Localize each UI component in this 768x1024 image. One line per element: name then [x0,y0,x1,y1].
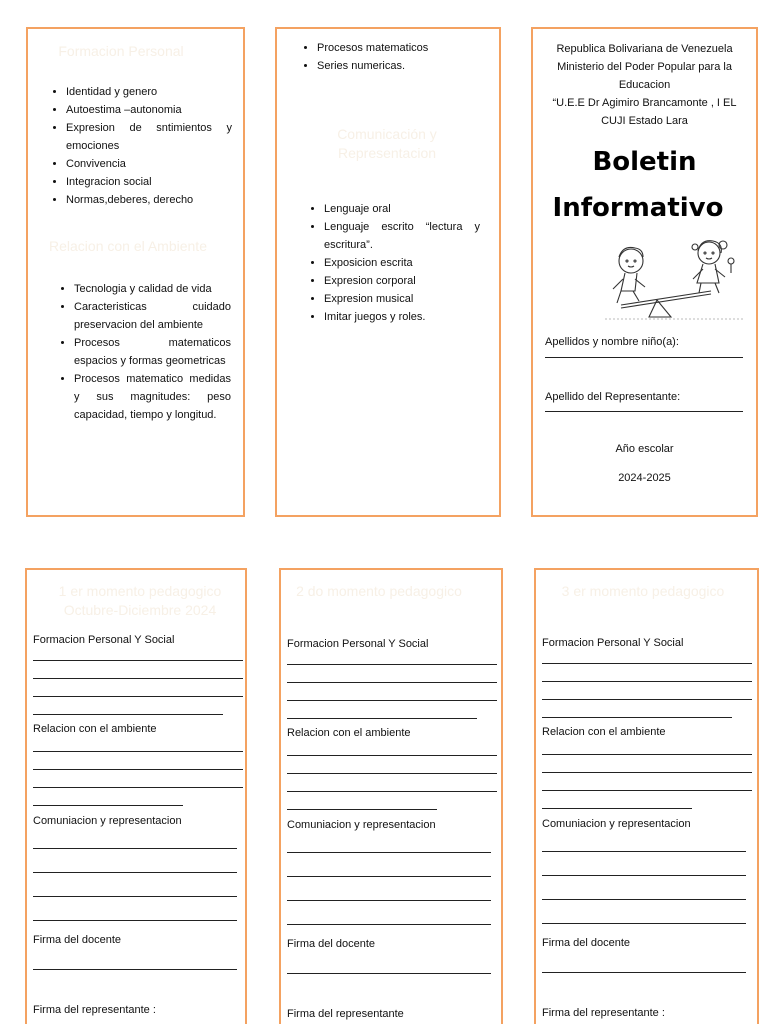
answer-line[interactable] [287,755,497,756]
heading-formacion-personal: Formacion Personal [58,43,184,59]
heading-relacion-ambiente: Relacion con el Ambiente [49,238,207,254]
teacher-signature-label: Firma del docente [33,934,122,946]
section-label-formacion: Formacion Personal Y Social [287,638,429,650]
teacher-signature-label: Firma del docente [287,938,376,950]
representative-signature-label: Firma del representante : [542,1007,665,1019]
answer-line[interactable] [33,848,237,849]
student-name-line[interactable] [545,357,743,358]
list-comunicacion [304,200,480,326]
list-item: • Lenguaje oral [324,200,480,218]
teacher-signature-line[interactable] [33,969,237,970]
answer-line[interactable] [287,718,477,719]
answer-line[interactable] [33,678,243,679]
list-item: • Convivencia [66,155,232,173]
teacher-signature-line[interactable] [542,972,746,973]
teacher-signature-line[interactable] [287,973,491,974]
section-label-comunicacion: Comuniacion y representacion [542,818,691,830]
moment-3-title: 3 er momento pedagogico [561,583,725,599]
teacher-signature-label: Firma del docente [542,937,631,949]
answer-line[interactable] [287,809,437,810]
answer-line[interactable] [33,896,237,897]
answer-line[interactable] [33,805,183,806]
answer-line[interactable] [542,851,746,852]
panel-cover [531,27,758,517]
school-year-label: Año escolar [615,443,674,455]
answer-line[interactable] [33,872,237,873]
school-year-value: 2024-2025 [618,472,671,484]
representative-signature-label: Firma del representante [287,1008,404,1020]
answer-line[interactable] [33,660,243,661]
moment-1-content [33,633,245,1017]
heading-comunicacion: Comunicación y Representacion [337,126,437,161]
section-label-formacion: Formacion Personal Y Social [542,637,684,649]
list-item: • Normas,deberes, derecho [66,191,232,209]
children-seesaw-illustration [605,239,745,321]
answer-line[interactable] [287,773,497,774]
section-label-formacion: Formacion Personal Y Social [33,634,175,646]
section-label-relacion: Relacion con el ambiente [33,723,157,735]
list-procesos [297,39,487,75]
section-label-relacion: Relacion con el ambiente [287,727,411,739]
list-item: • Procesos matematicos [317,39,487,57]
panel-moment-2 [279,568,503,1024]
moment-2-title: 2 do momento pedagogico [296,583,462,599]
list-formacion-personal [46,83,232,209]
list-item: • Procesos matematico medidas y sus magnitudes: peso capacidad, tiempo y longitud. [74,370,231,424]
list-item: • Autoestima –autonomia [66,101,232,119]
answer-line[interactable] [542,681,752,682]
answer-line[interactable] [287,852,491,853]
representative-line[interactable] [545,411,743,412]
cover-title-boletin: Boletin [592,147,697,177]
cover-line-school: “U.E.E Dr Agimiro Brancamonte , I EL CUJI Estado Lara [552,97,737,127]
answer-line[interactable] [287,900,491,901]
representative-signature-label: Firma del representante : [33,1004,156,1016]
answer-line[interactable] [542,923,746,924]
answer-line[interactable] [287,791,497,792]
answer-line[interactable] [33,714,223,715]
answer-line[interactable] [542,790,752,791]
section-label-comunicacion: Comuniacion y representacion [33,815,182,827]
panel-formacion-personal [26,27,245,517]
answer-line[interactable] [33,787,243,788]
list-item: • Integracion social [66,173,232,191]
list-item: • Expresion musical [324,290,480,308]
answer-line[interactable] [33,751,243,752]
answer-line[interactable] [33,769,243,770]
answer-line[interactable] [542,808,692,809]
answer-line[interactable] [33,696,243,697]
list-item: • Expresion corporal [324,272,480,290]
list-item: • Caracteristicas cuidado preservacion del ambiente [74,298,231,334]
list-item: • Series numericas. [317,57,487,75]
student-name-label: Apellidos y nombre niño(a): [545,336,679,348]
section-label-comunicacion: Comuniacion y representacion [287,819,436,831]
panel-moment-3 [534,568,759,1024]
moment-3-content [542,636,757,1020]
list-item: • Identidad y genero [66,83,232,101]
answer-line[interactable] [287,700,497,701]
answer-line[interactable] [542,754,752,755]
answer-line[interactable] [542,663,752,664]
list-item: • Imitar juegos y roles. [324,308,480,326]
answer-line[interactable] [287,876,491,877]
answer-line[interactable] [542,717,732,718]
answer-line[interactable] [542,699,752,700]
moment-2-content [287,637,501,1021]
section-label-relacion: Relacion con el ambiente [542,726,666,738]
list-item: • Lenguaje escrito “lectura y escritura”. [324,218,480,254]
panel-comunicacion [275,27,501,517]
list-relacion-ambiente [54,280,231,424]
representative-label: Apellido del Representante: [545,391,681,403]
answer-line[interactable] [542,875,746,876]
cover-line-republica: Republica Bolivariana de Venezuela [556,43,733,55]
answer-line[interactable] [33,920,237,921]
answer-line[interactable] [542,899,746,900]
cover-title-informativo: Informativo [552,193,724,223]
answer-line[interactable] [287,664,497,665]
panel-moment-1 [25,568,247,1024]
moment-1-title: 1 er momento pedagogico Octubre-Diciembre 2024 [58,583,222,618]
answer-line[interactable] [287,682,497,683]
answer-line[interactable] [287,924,491,925]
list-item: • Procesos matematicos espacios y formas geometricas [74,334,231,370]
list-item: • Tecnologia y calidad de vida [74,280,231,298]
answer-line[interactable] [542,772,752,773]
list-item: • Expresion de sntimientos y emociones [66,119,232,155]
cover-line-ministerio: Ministerio del Poder Popular para la Educacion [557,61,732,91]
list-item: • Exposicion escrita [324,254,480,272]
